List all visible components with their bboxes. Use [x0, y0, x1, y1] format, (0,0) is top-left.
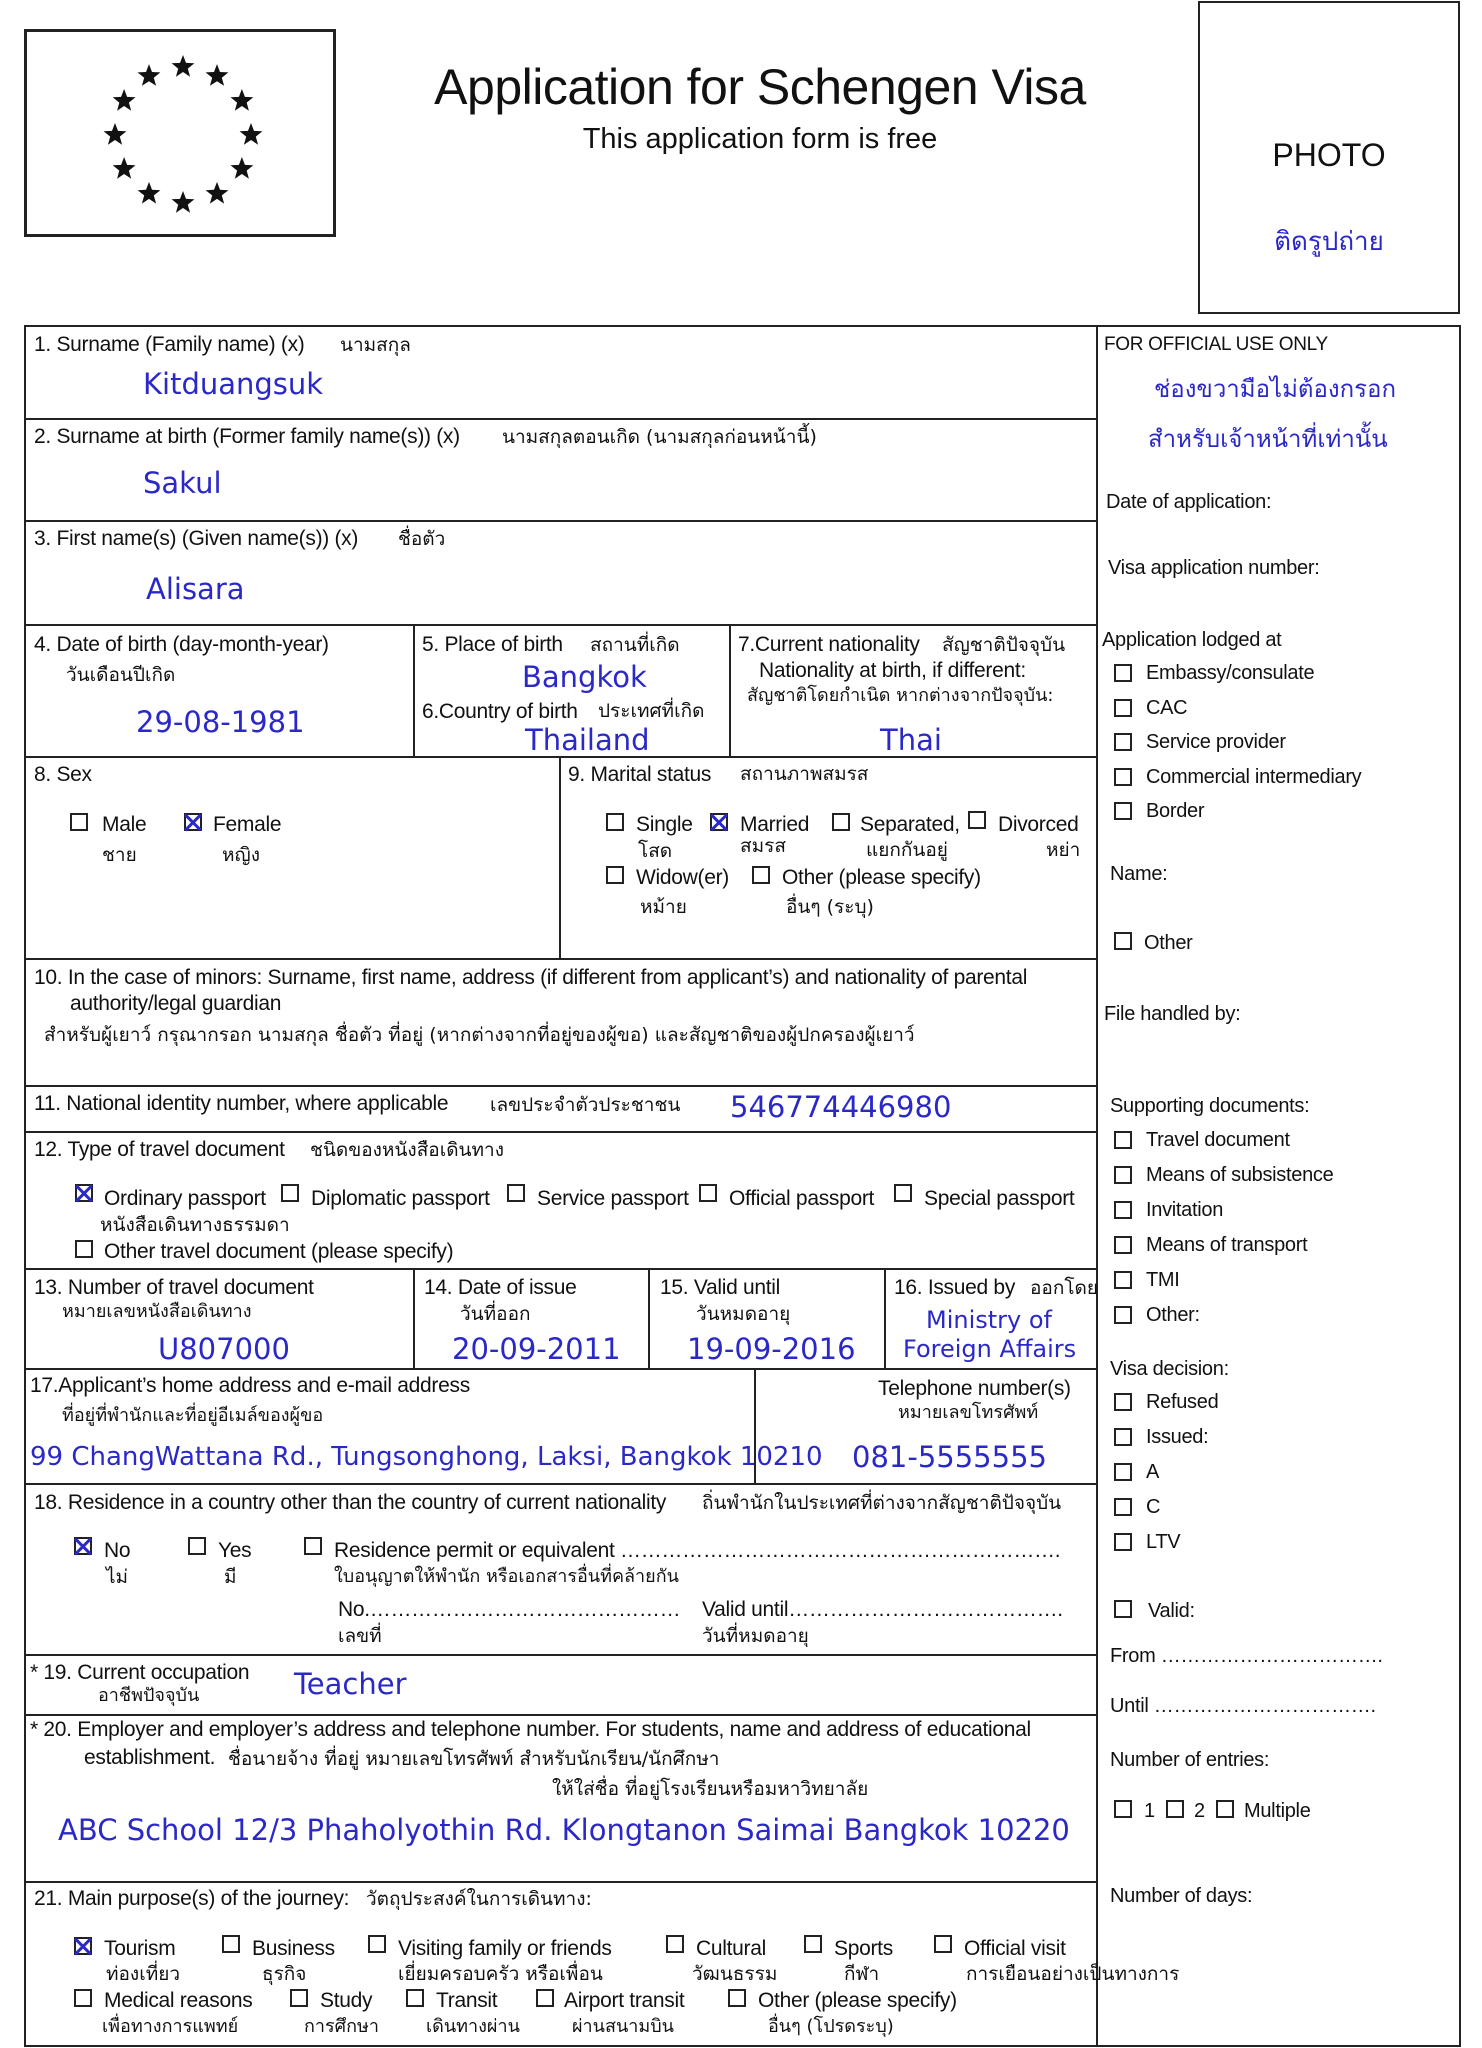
sex-female-label: Female	[213, 813, 282, 836]
issued-by-label: 16. Issued by	[894, 1276, 1016, 1299]
purpose-tourism-checkbox[interactable]	[74, 1937, 92, 1955]
eu-star-icon	[104, 123, 127, 145]
official-supporting-option-checkbox[interactable]	[1114, 1166, 1132, 1184]
purpose-medical-checkbox[interactable]	[74, 1989, 92, 2007]
marital-widow-label: Widow(er)	[636, 866, 729, 889]
surname-label: 1. Surname (Family name) (x)	[34, 333, 305, 356]
purpose-cultural-label-th: วัฒนธรรม	[692, 1963, 778, 1985]
official-entries-2-checkbox[interactable]	[1166, 1800, 1184, 1818]
eu-star-icon	[138, 182, 161, 204]
marital-other-label-th: อื่นๆ (ระบุ)	[786, 896, 874, 918]
purpose-label-th: วัตถุประสงค์ในการเดินทาง:	[366, 1888, 592, 1910]
purpose-transit-label-th: เดินทางผ่าน	[426, 2016, 520, 2037]
official-lodged-option-checkbox[interactable]	[1114, 768, 1132, 786]
home-address-value[interactable]: 99 ChangWattana Rd., Tungsonghong, Laksi, Bangkok 10210	[30, 1442, 823, 1472]
residence-no-checkbox[interactable]	[74, 1537, 92, 1555]
purpose-other-label: Other (please specify)	[758, 1989, 957, 2012]
purpose-airport-transit-checkbox[interactable]	[536, 1989, 554, 2007]
valid-until-value[interactable]: 19-09-2016	[687, 1332, 856, 1366]
residence-permit-label-th: ใบอนุญาตให้พำนัก หรือเอกสารอื่นที่คล้ายกัน	[334, 1566, 679, 1587]
national-id-value[interactable]: 546774446980	[730, 1090, 952, 1124]
eu-stars-icon	[27, 32, 333, 234]
purpose-business-label: Business	[252, 1937, 335, 1960]
home-address-label-th: ที่อยู่ที่พำนักและที่อยู่อีเมล์ของผู้ขอ	[62, 1405, 324, 1426]
official-number-of-days: Number of days:	[1110, 1885, 1253, 1907]
sex-male-checkbox[interactable]	[70, 813, 88, 831]
nationality-at-birth-label-th: สัญชาติโดยกำเนิด หากต่างจากปัจจุบัน:	[747, 685, 1054, 706]
marital-status-label: 9. Marital status	[568, 763, 712, 786]
date-of-birth-label-th: วันเดือนปีเกิด	[66, 664, 176, 686]
form-title: Application for Schengen Visa	[434, 59, 1086, 115]
sex-male-label-th: ชาย	[102, 844, 137, 866]
home-address-label: 17.Applicant’s home address and e-mail address	[30, 1374, 470, 1397]
marital-separated-label-th: แยกกันอยู่	[866, 839, 948, 861]
official-decision-option-checkbox[interactable]	[1114, 1463, 1132, 1481]
official-lodged-option-label: Service provider	[1146, 731, 1286, 753]
doc-special-checkbox[interactable]	[894, 1184, 912, 1202]
purpose-visiting-checkbox[interactable]	[368, 1935, 386, 1953]
national-id-label: 11. National identity number, where applicable	[34, 1092, 449, 1115]
marital-status-label-th: สถานภาพสมรส	[740, 763, 869, 785]
official-supporting-option-checkbox[interactable]	[1114, 1201, 1132, 1219]
official-lodged-option-checkbox[interactable]	[1114, 699, 1132, 717]
marital-divorced-label-th: หย่า	[1046, 839, 1081, 861]
country-of-birth-value[interactable]: Thailand	[525, 723, 650, 757]
surname-at-birth-value[interactable]: Sakul	[143, 466, 222, 500]
purpose-official-checkbox[interactable]	[934, 1935, 952, 1953]
sex-female-label-th: หญิง	[222, 844, 260, 866]
purpose-transit-label: Transit	[436, 1989, 498, 2012]
purpose-transit-checkbox[interactable]	[406, 1989, 424, 2007]
surname-label-th: นามสกุล	[340, 334, 411, 356]
eu-star-icon	[113, 89, 136, 111]
phone-value[interactable]: 081-5555555	[852, 1440, 1047, 1474]
eu-star-icon	[231, 157, 254, 179]
official-entries-2-label: 2	[1194, 1800, 1205, 1822]
sex-male-label: Male	[102, 813, 147, 836]
surname-at-birth-label: 2. Surname at birth (Former family name(s)) (x)	[34, 425, 460, 448]
official-supporting-option-label: TMI	[1146, 1269, 1180, 1291]
phone-label-th: หมายเลขโทรศัพท์	[898, 1402, 1039, 1423]
official-other-label: Other	[1144, 932, 1193, 954]
official-decision-option-label: Refused	[1146, 1391, 1219, 1413]
purpose-cultural-checkbox[interactable]	[666, 1935, 684, 1953]
official-supporting-option-label: Means of subsistence	[1146, 1164, 1334, 1186]
residence-label: 18. Residence in a country other than the country of current nationality	[34, 1491, 667, 1514]
residence-yes-label: Yes	[218, 1539, 252, 1562]
place-of-birth-label: 5. Place of birth	[422, 633, 563, 656]
minors-label-line2: authority/legal guardian	[70, 992, 282, 1015]
marital-married-checkbox[interactable]	[710, 813, 728, 831]
travel-doc-type-label-th: ชนิดของหนังสือเดินทาง	[310, 1139, 504, 1161]
form-subtitle: This application form is free	[582, 123, 938, 155]
purpose-other-checkbox[interactable]	[728, 1989, 746, 2007]
marital-separated-label: Separated,	[860, 813, 960, 836]
purpose-sports-checkbox[interactable]	[804, 1935, 822, 1953]
official-lodged-at: Application lodged at	[1102, 629, 1282, 651]
nationality-label: 7.Current nationality	[738, 633, 920, 656]
purpose-study-label: Study	[320, 1989, 373, 2012]
country-of-birth-label-th: ประเทศที่เกิด	[598, 700, 705, 722]
official-note-th-1: ช่องขวามือไม่ต้องกรอก	[1154, 375, 1396, 403]
marital-married-label: Married	[740, 813, 810, 836]
official-lodged-option-label: Border	[1146, 800, 1205, 822]
residence-valid-until-label[interactable]: Valid until………………………………….	[702, 1598, 1063, 1621]
residence-no-label: No	[104, 1539, 131, 1562]
official-decision-option-label: A	[1146, 1461, 1160, 1483]
marital-single-checkbox[interactable]	[606, 813, 624, 831]
employer-label-th-2: ให้ใส่ชื่อ ที่อยู่โรงเรียนหรือมหาวิทยาลัย	[552, 1778, 869, 1800]
residence-no-label-th: ไม่	[106, 1566, 129, 1588]
place-of-birth-label-th: สถานที่เกิด	[590, 634, 680, 656]
residence-permit-label: Residence permit or equivalent ……………………………………………………….	[334, 1539, 1061, 1562]
official-entries-1-checkbox[interactable]	[1114, 1800, 1132, 1818]
eu-star-icon	[231, 89, 254, 111]
purpose-airport-transit-label-th: ผ่านสนามบิน	[572, 2016, 674, 2037]
first-name-value[interactable]: Alisara	[146, 572, 245, 606]
residence-valid-until-label-th: วันที่หมดอายุ	[702, 1625, 809, 1647]
official-decision-option-checkbox[interactable]	[1114, 1498, 1132, 1516]
doc-other-checkbox[interactable]	[75, 1240, 93, 1258]
sex-female-checkbox[interactable]	[184, 813, 202, 831]
purpose-official-label-th: การเยือนอย่างเป็นทางการ	[966, 1963, 1180, 1985]
purpose-business-label-th: ธุรกิจ	[262, 1963, 307, 1985]
official-visa-decision: Visa decision:	[1110, 1358, 1229, 1380]
official-date-of-application: Date of application:	[1106, 491, 1272, 513]
purpose-medical-label-th: เพื่อทางการแพทย์	[102, 2016, 239, 2037]
official-supporting-option-checkbox[interactable]	[1114, 1131, 1132, 1149]
doc-diplomatic-label: Diplomatic passport	[311, 1187, 490, 1210]
valid-until-label: 15. Valid until	[660, 1276, 781, 1299]
travel-doc-type-label: 12. Type of travel document	[34, 1138, 285, 1161]
residence-no-number-label-th: เลขที่	[338, 1625, 382, 1647]
marital-divorced-label: Divorced	[998, 813, 1079, 836]
photo-label: PHOTO	[1272, 137, 1386, 173]
official-supporting-option-label: Travel document	[1146, 1129, 1290, 1151]
official-entries-label: Number of entries:	[1110, 1749, 1270, 1771]
doc-official-label: Official passport	[729, 1187, 875, 1210]
marital-widow-checkbox[interactable]	[606, 866, 624, 884]
sex-label: 8. Sex	[34, 763, 92, 786]
official-supporting-option-checkbox[interactable]	[1114, 1236, 1132, 1254]
official-decision-option-label: Issued:	[1146, 1426, 1209, 1448]
purpose-visiting-label-th: เยี่ยมครอบครัว หรือเพื่อน	[398, 1963, 603, 1985]
eu-star-icon	[113, 157, 136, 179]
country-of-birth-label: 6.Country of birth	[422, 700, 578, 723]
official-decision-option-label: LTV	[1146, 1531, 1181, 1553]
official-use-heading: FOR OFFICIAL USE ONLY	[1104, 334, 1328, 355]
doc-service-label: Service passport	[537, 1187, 689, 1210]
marital-other-checkbox[interactable]	[752, 866, 770, 884]
doc-official-checkbox[interactable]	[699, 1184, 717, 1202]
doc-diplomatic-checkbox[interactable]	[281, 1184, 299, 1202]
marital-other-label: Other (please specify)	[782, 866, 981, 889]
official-name-label: Name:	[1110, 863, 1168, 885]
surname-at-birth-label-th: นามสกุลตอนเกิด (นามสกุลก่อนหน้านี้)	[502, 426, 817, 448]
marital-widow-label-th: หม้าย	[640, 896, 687, 918]
photo-label-th: ติดรูปถ่าย	[1274, 227, 1384, 257]
marital-married-label-th: สมรส	[740, 835, 786, 857]
eu-star-icon	[240, 123, 263, 145]
date-of-issue-label-th: วันที่ออก	[460, 1303, 531, 1325]
official-visa-app-number: Visa application number:	[1108, 557, 1320, 579]
official-entries-multiple-label: Multiple	[1244, 1800, 1311, 1822]
purpose-study-checkbox[interactable]	[290, 1989, 308, 2007]
occupation-label-th: อาชีพปัจจุบัน	[98, 1685, 200, 1706]
minors-label-th: สำหรับผู้เยาว์ กรุณากรอก นามสกุล ชื่อตัว ที่อยู่ (หากต่างจากที่อยู่ของผู้ขอ) และสัญชาติของผู้ปกครองผู้เยาว์	[44, 1024, 915, 1046]
issued-by-value-1[interactable]: Ministry of	[926, 1306, 1052, 1334]
nationality-label-th: สัญชาติปัจจุบัน	[942, 634, 1066, 656]
official-valid-until[interactable]: Until …………………………….	[1110, 1695, 1376, 1717]
purpose-label: 21. Main purpose(s) of the journey:	[34, 1887, 350, 1910]
marital-divorced-checkbox[interactable]	[968, 811, 986, 829]
official-lodged-option-checkbox[interactable]	[1114, 802, 1132, 820]
residence-yes-label-th: มี	[224, 1566, 237, 1588]
occupation-value[interactable]: Teacher	[294, 1667, 407, 1701]
date-of-issue-value[interactable]: 20-09-2011	[452, 1332, 621, 1366]
doc-number-label-th: หมายเลขหนังสือเดินทาง	[62, 1301, 252, 1322]
official-file-handled: File handled by:	[1104, 1003, 1241, 1025]
official-supporting-option-checkbox[interactable]	[1114, 1306, 1132, 1324]
employer-value[interactable]: ABC School 12/3 Phaholyothin Rd. Klongtanon Saimai Bangkok 10220	[58, 1813, 1070, 1847]
occupation-label: * 19. Current occupation	[30, 1661, 250, 1684]
official-decision-option-checkbox[interactable]	[1114, 1393, 1132, 1411]
national-id-label-th: เลขประจำตัวประชาชน	[490, 1094, 681, 1116]
official-entries-multiple-checkbox[interactable]	[1216, 1800, 1234, 1818]
official-other-checkbox[interactable]	[1114, 932, 1132, 950]
official-lodged-option-checkbox[interactable]	[1114, 733, 1132, 751]
official-supporting-option-label: Other:	[1146, 1304, 1200, 1326]
official-lodged-option-label: Embassy/consulate	[1146, 662, 1315, 684]
valid-until-label-th: วันหมดอายุ	[696, 1303, 791, 1325]
doc-other-label: Other travel document (please specify)	[104, 1240, 454, 1263]
residence-yes-checkbox[interactable]	[188, 1537, 206, 1555]
residence-label-th: ถิ่นพำนักในประเทศที่ต่างจากสัญชาติปัจจุบัน	[702, 1492, 1062, 1514]
first-name-label-th: ชื่อตัว	[398, 528, 446, 550]
official-entries-1-label: 1	[1144, 1800, 1155, 1822]
doc-special-label: Special passport	[924, 1187, 1075, 1210]
official-decision-option-label: C	[1146, 1496, 1161, 1518]
surname-value[interactable]: Kitduangsuk	[143, 367, 324, 401]
doc-ordinary-label: Ordinary passport	[104, 1187, 266, 1210]
date-of-birth-label: 4. Date of birth (day-month-year)	[34, 633, 329, 656]
date-of-issue-label: 14. Date of issue	[424, 1276, 577, 1299]
official-note-th-2: สำหรับเจ้าหน้าที่เท่านั้น	[1148, 425, 1388, 453]
residence-permit-checkbox[interactable]	[304, 1537, 322, 1555]
nationality-value[interactable]: Thai	[880, 723, 942, 757]
date-of-birth-value[interactable]: 29-08-1981	[136, 705, 305, 739]
official-lodged-option-label: Commercial intermediary	[1146, 765, 1362, 788]
official-supporting-option-label: Means of transport	[1146, 1234, 1308, 1256]
purpose-other-label-th: อื่นๆ (โปรดระบุ)	[768, 2016, 894, 2037]
purpose-medical-label: Medical reasons	[104, 1989, 253, 2012]
official-supporting-docs: Supporting documents:	[1110, 1095, 1310, 1117]
purpose-sports-label: Sports	[834, 1937, 893, 1960]
eu-star-icon	[206, 182, 229, 204]
employer-label-th: ชื่อนายจ้าง ที่อยู่ หมายเลขโทรศัพท์ สำหรับนักเรียน/นักศึกษา	[228, 1748, 720, 1770]
eu-star-icon	[172, 191, 195, 213]
marital-separated-checkbox[interactable]	[832, 813, 850, 831]
official-valid-label: Valid:	[1148, 1600, 1195, 1622]
minors-label: 10. In the case of minors: Surname, first name, address (if different from applicant’s) and nationality of parental	[34, 966, 1028, 989]
doc-number-value[interactable]: U807000	[158, 1332, 290, 1366]
purpose-tourism-label: Tourism	[104, 1937, 176, 1960]
employer-label: * 20. Employer and employer’s address and telephone number. For students, name and address of educational	[30, 1718, 1031, 1741]
doc-number-label: 13. Number of travel document	[34, 1276, 314, 1299]
purpose-airport-transit-label: Airport transit	[564, 1989, 685, 2012]
purpose-tourism-label-th: ท่องเที่ยว	[106, 1963, 181, 1985]
official-valid-from[interactable]: From …………………………….	[1110, 1645, 1383, 1667]
purpose-sports-label-th: กีฬา	[844, 1963, 880, 1985]
place-of-birth-value[interactable]: Bangkok	[522, 660, 647, 694]
doc-service-checkbox[interactable]	[507, 1184, 525, 1202]
issued-by-value-2[interactable]: Foreign Affairs	[903, 1335, 1077, 1363]
official-supporting-option-label: Invitation	[1146, 1199, 1224, 1221]
eu-star-icon	[138, 64, 161, 86]
official-lodged-option-label: CAC	[1146, 696, 1188, 719]
phone-label: Telephone number(s)	[878, 1377, 1071, 1400]
official-valid-checkbox[interactable]	[1114, 1600, 1132, 1618]
employer-label-line2: establishment.	[84, 1746, 216, 1769]
purpose-study-label-th: การศึกษา	[304, 2016, 379, 2037]
eu-star-icon	[206, 64, 229, 86]
doc-ordinary-checkbox[interactable]	[75, 1184, 93, 1202]
residence-no-number-label[interactable]: No.………………………………………	[338, 1598, 681, 1621]
purpose-business-checkbox[interactable]	[222, 1935, 240, 1953]
photo-box	[1198, 1, 1460, 314]
doc-ordinary-label-th: หนังสือเดินทางธรรมดา	[100, 1214, 290, 1236]
marital-single-label-th: โสด	[638, 840, 673, 862]
purpose-official-label: Official visit	[964, 1937, 1066, 1960]
marital-single-label: Single	[636, 813, 693, 836]
official-lodged-option-checkbox[interactable]	[1114, 664, 1132, 682]
nationality-at-birth-label: Nationality at birth, if different:	[759, 659, 1026, 682]
official-supporting-option-checkbox[interactable]	[1114, 1271, 1132, 1289]
eu-flag	[24, 29, 336, 237]
official-decision-option-checkbox[interactable]	[1114, 1533, 1132, 1551]
first-name-label: 3. First name(s) (Given name(s)) (x)	[34, 527, 359, 550]
official-decision-option-checkbox[interactable]	[1114, 1428, 1132, 1446]
purpose-visiting-label: Visiting family or friends	[398, 1937, 612, 1960]
eu-star-icon	[172, 55, 195, 77]
purpose-cultural-label: Cultural	[696, 1937, 766, 1960]
issued-by-label-th: ออกโดย	[1030, 1277, 1099, 1299]
